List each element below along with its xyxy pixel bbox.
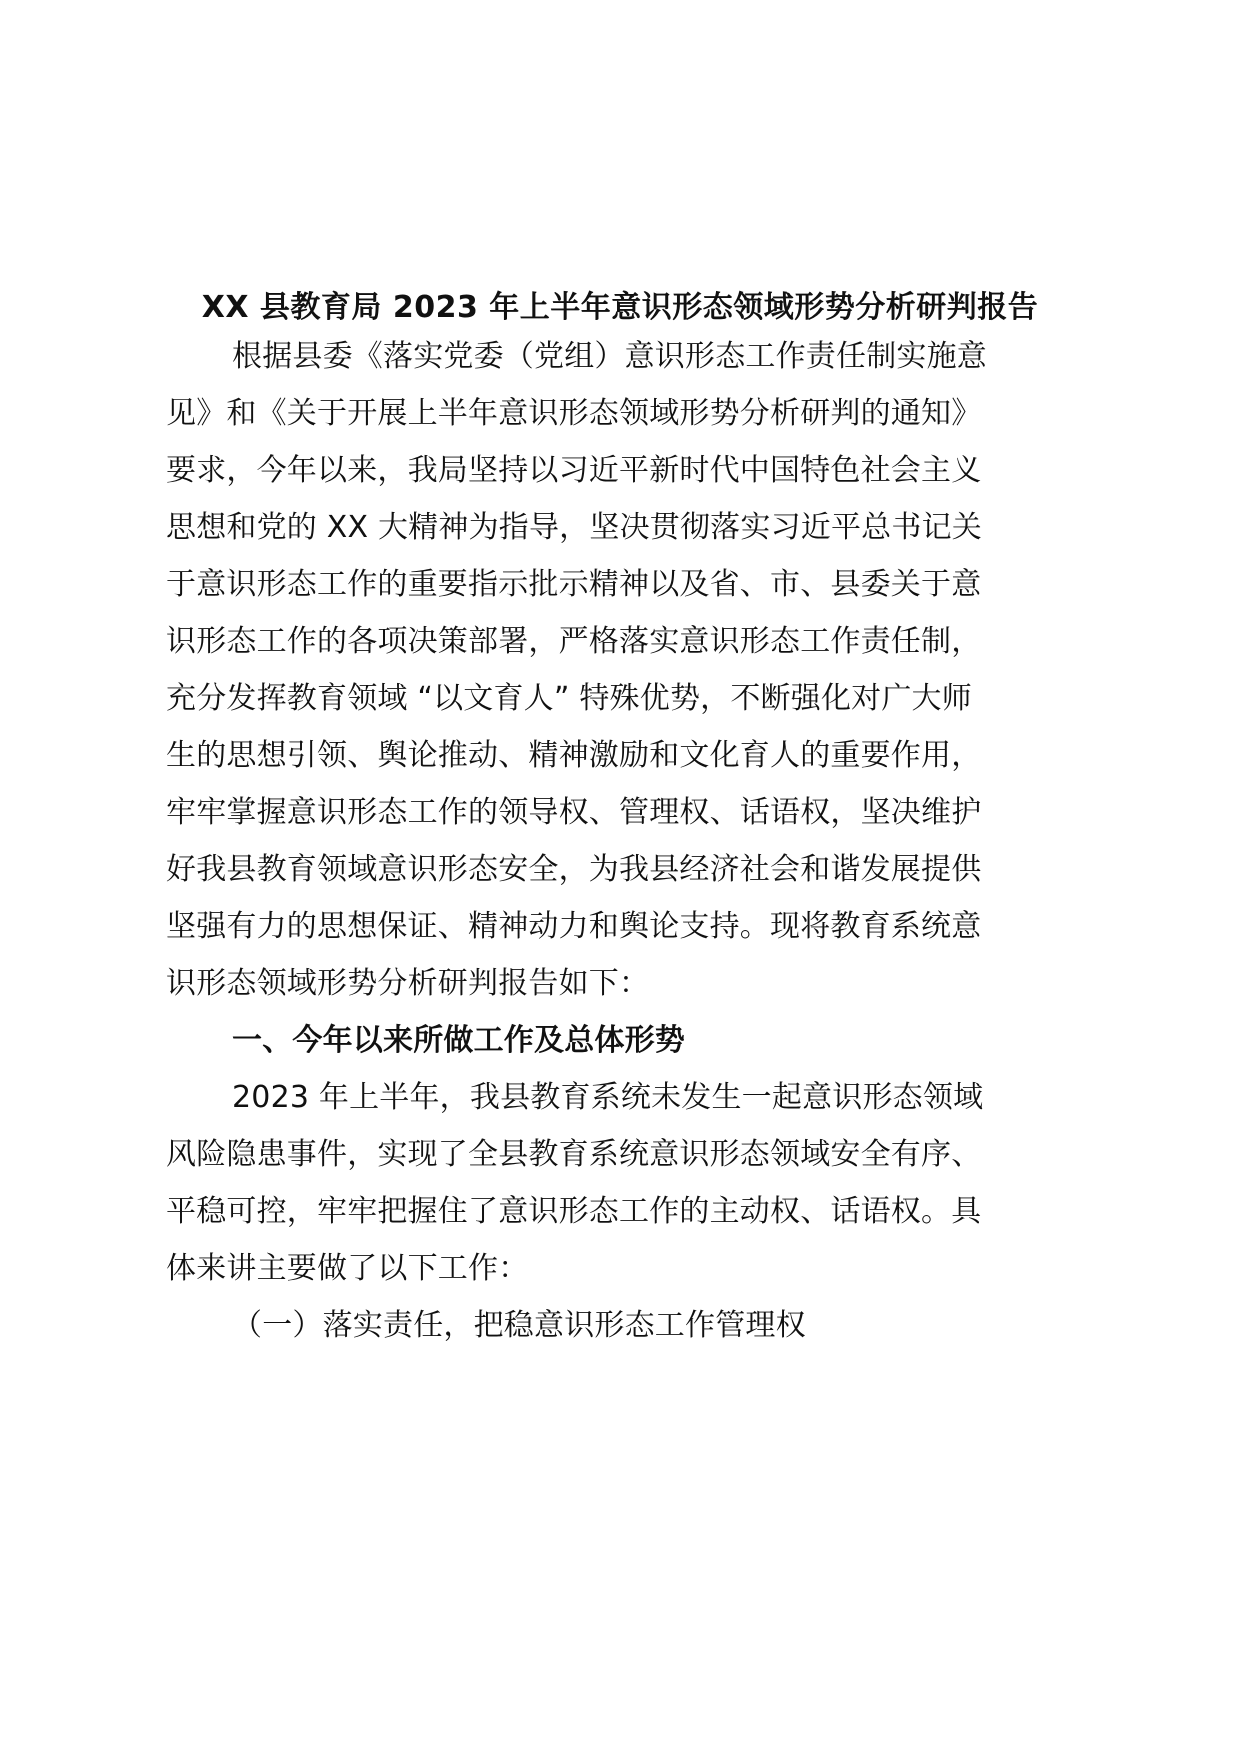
body-line: 2023 年上半年，我县教育系统未发生一起意识形态领域 <box>232 1080 984 1115</box>
body-line: 平稳可控，牢牢把握住了意识形态工作的主动权、话语权。具 <box>166 1194 982 1229</box>
body-line: 识形态领域形势分析研判报告如下： <box>166 966 650 1001</box>
body-line: 识形态工作的各项决策部署，严格落实意识形态工作责任制， <box>166 624 982 659</box>
body-line: 见》和《关于开展上半年意识形态领域形势分析研判的通知》 <box>166 396 982 431</box>
body-line: 于意识形态工作的重要指示批示精神以及省、市、县委关于意 <box>166 567 982 602</box>
body-line: 根据县委《落实党委（党组）意识形态工作责任制实施意 <box>232 339 987 374</box>
document-title: XX 县教育局 2023 年上半年意识形态领域形势分析研判报告 <box>201 290 1039 325</box>
body-line: 坚强有力的思想保证、精神动力和舆论支持。现将教育系统意 <box>166 909 982 944</box>
body-line: 充分发挥教育领域 “以文育人” 特殊优势，不断强化对广大师 <box>166 681 972 716</box>
body-line: 要求，今年以来，我局坚持以习近平新时代中国特色社会主义 <box>166 453 982 488</box>
body-line: 生的思想引领、舆论推动、精神激励和文化育人的重要作用， <box>166 738 982 773</box>
subsection-heading: （一）落实责任，把稳意识形态工作管理权 <box>232 1308 806 1343</box>
body-line: 牢牢掌握意识形态工作的领导权、管理权、话语权，坚决维护 <box>166 795 982 830</box>
body-line: 思想和党的 XX 大精神为指导，坚决贯彻落实习近平总书记关 <box>166 510 982 545</box>
body-line: 风险隐患事件，实现了全县教育系统意识形态领域安全有序、 <box>166 1137 982 1172</box>
section-heading: 一、今年以来所做工作及总体形势 <box>232 1023 685 1058</box>
body-line: 体来讲主要做了以下工作： <box>166 1251 529 1286</box>
body-line: 好我县教育领域意识形态安全，为我县经济社会和谐发展提供 <box>166 852 982 887</box>
